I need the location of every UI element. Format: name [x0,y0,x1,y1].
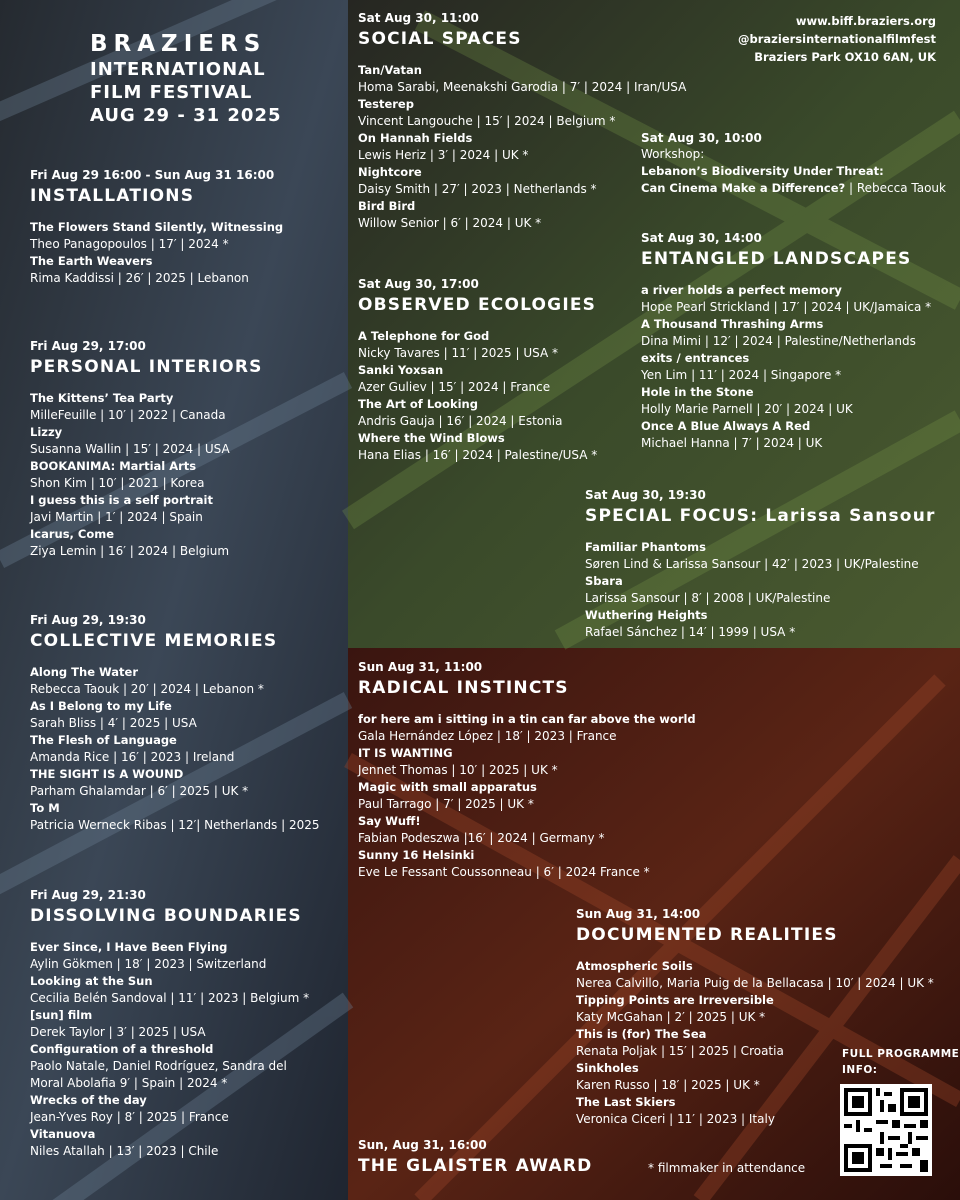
section-title: COLLECTIVE MEMORIES [30,631,278,651]
film-title: The Last Skiers [576,1095,676,1109]
film-info: Daisy Smith | 27′ | 2023 | Netherlands * [358,182,597,196]
film-info: Azer Guliev | 15′ | 2024 | France [358,380,551,394]
section-time: Fri Aug 29, 21:30 [30,888,146,902]
film-title: The Flowers Stand Silently, Witnessing [30,220,284,234]
film-info: Jean-Yves Roy | 8′ | 2025 | France [30,1110,229,1124]
section-time: Fri Aug 29, 19:30 [30,613,146,627]
film-info: Niles Atallah | 13′ | 2023 | Chile [30,1144,219,1158]
qr-label-line-2: INFO: [842,1064,878,1076]
qr-label-line-1: FULL PROGRAMME [842,1048,960,1060]
section-time: Sat Aug 30, 11:00 [358,11,479,25]
film-title: Atmospheric Soils [576,959,693,973]
film-title: BOOKANIMA: Martial Arts [30,459,197,473]
section-collective-memories [30,612,320,834]
address: Braziers Park OX10 6AN, UK [754,50,936,64]
film-info: Dina Mimi | 12′ | 2024 | Palestine/Netherlands [641,334,916,348]
film-title: Once A Blue Always A Red [641,419,811,433]
film-title: Sanki Yoxsan [358,363,444,377]
film-info: Paolo Natale, Daniel Rodríguez, Sandra del Moral Abolafia 9′ | Spain | 2024 * [30,1059,287,1090]
film-info: Gala Hernández López | 18′ | 2023 | France [358,729,617,743]
film-title: IT IS WANTING [358,746,453,760]
film-title: Tan/Vatan [358,63,422,77]
film-info: Aylin Gökmen | 18′ | 2023 | Switzerland [30,957,267,971]
qr-code[interactable] [840,1084,932,1176]
film-title: Bird Bird [358,199,416,213]
film-info: Yen Lim | 11′ | 2024 | Singapore * [641,368,842,382]
film-title: Icarus, Come [30,527,115,541]
section-time: Sat Aug 30, 19:30 [585,488,706,502]
film-title: Testerep [358,97,414,111]
film-title: Hole in the Stone [641,385,754,399]
section-entangled-landscapes [641,230,931,452]
film-info: MilleFeuille | 10′ | 2022 | Canada [30,408,226,422]
film-info: Homa Sarabi, Meenakshi Garodia | 7′ | 2024 | Iran/USA [358,80,687,94]
film-info: Hana Elias | 16′ | 2024 | Palestine/USA * [358,448,598,462]
section-title: THE GLAISTER AWARD [358,1156,593,1176]
film-info: Larissa Sansour | 8′ | 2008 | UK/Palestine [585,591,831,605]
film-info: Karen Russo | 18′ | 2025 | UK * [576,1078,760,1092]
film-info: Patricia Werneck Ribas | 12′| Netherlands | 2025 [30,818,320,832]
contact-info [738,12,936,66]
section-time: Sat Aug 30, 17:00 [358,277,479,291]
film-title: THE SIGHT IS A WOUND [30,767,184,781]
section-title: PERSONAL INTERIORS [30,357,263,377]
film-title: I guess this is a self portrait [30,493,213,507]
section-workshop [641,130,946,197]
workshop-title-line-2: Can Cinema Make a Difference? [641,181,846,195]
film-info: Michael Hanna | 7′ | 2024 | UK [641,436,823,450]
film-title: Looking at the Sun [30,974,153,988]
film-info: Katy McGahan | 2′ | 2025 | UK * [576,1010,766,1024]
film-info: Hope Pearl Strickland | 17′ | 2024 | UK/Jamaica * [641,300,932,314]
section-title: DISSOLVING BOUNDARIES [30,906,302,926]
header-line-3: FILM FESTIVAL [90,82,253,103]
section-time: Sun Aug 31, 11:00 [358,660,483,674]
film-info: Shon Kim | 10′ | 2021 | Korea [30,476,205,490]
film-info: Rafael Sánchez | 14′ | 1999 | USA * [585,625,796,639]
film-title: Ever Since, I Have Been Flying [30,940,228,954]
section-time: Sat Aug 30, 14:00 [641,231,762,245]
film-title: a river holds a perfect memory [641,283,842,297]
film-title: This is (for) The Sea [576,1027,707,1041]
film-info: Andris Gauja | 16′ | 2024 | Estonia [358,414,563,428]
film-title: On Hannah Fields [358,131,473,145]
section-title: ENTANGLED LANDSCAPES [641,249,912,269]
film-info: Rima Kaddissi | 26⁠′ | 2025 | Lebanon [30,271,249,285]
film-title: The Flesh of Language [30,733,177,747]
film-info: Susanna Wallin | 15′ | 2024 | USA [30,442,230,456]
film-info: Søren Lind & Larissa Sansour | 42′ | 2023 | UK/Palestine [585,557,919,571]
film-title: for here am i sitting in a tin can far above the world [358,712,696,726]
section-time: Fri Aug 29 16:00 - Sun Aug 31 16:00 [30,168,275,182]
workshop-title-line-1: Lebanon’s Biodiversity Under Threat: [641,164,884,178]
film-info: Jennet Thomas | 10′ | 2025 | UK * [358,763,558,777]
film-title: Magic with small apparatus [358,780,537,794]
film-title: Sbara [585,574,623,588]
festival-header [90,30,282,127]
film-info: Rebecca Taouk | 20′ | 2024 | Lebanon * [30,682,264,696]
website-link[interactable]: www.biff.braziers.org [795,14,936,28]
film-title: A Telephone for God [358,329,490,343]
section-time: Sun, Aug 31, 16:00 [358,1138,487,1152]
film-info: Amanda Rice | 16′ | 2023 | Ireland [30,750,235,764]
film-title: Where the Wind Blows [358,431,505,445]
film-title: Familiar Phantoms [585,540,706,554]
film-info: Vincent Langouche | 15′ | 2024 | Belgium * [358,114,616,128]
film-info: Willow Senior | 6′ | 2024 | UK * [358,216,542,230]
film-title: Lizzy [30,425,63,439]
header-line-2: INTERNATIONAL [90,59,266,80]
section-time: Sat Aug 30, 10:00 [641,131,762,145]
section-title: DOCUMENTED REALITIES [576,925,838,945]
film-title: The Kittens’ Tea Party [30,391,174,405]
film-info: Veronica Ciceri | 11′ | 2023 | Italy [576,1112,775,1126]
film-info: Theo Panagopoulos | 17′ | 2024 * [30,237,229,251]
workshop-speaker: | Rebecca Taouk [845,181,946,195]
section-title: OBSERVED ECOLOGIES [358,295,597,315]
film-info: Javi Martin | 1′ | 2024 | Spain [30,510,203,524]
film-title: Configuration of a threshold [30,1042,214,1056]
film-title: Along The Water [30,665,139,679]
section-dissolving-boundaries [30,887,309,1160]
film-info: Cecilia Belén Sandoval | 11′ | 2023 | Belgium * [30,991,310,1005]
film-info: Derek Taylor | 3′ | 2025 | USA [30,1025,206,1039]
film-info: Nerea Calvillo, Maria Puig de la Bellacasa | 10′ | 2024 | UK * [576,976,934,990]
workshop-label: Workshop: [641,147,705,161]
footnote: * filmmaker in attendance [648,1161,806,1175]
section-title: SPECIAL FOCUS: Larissa Sansour [585,506,936,526]
social-handle[interactable]: @braziersinternationalfilmfest [738,32,936,46]
film-title: To M [30,801,60,815]
film-info: Parham Ghalamdar | 6′ | 2025 | UK * [30,784,249,798]
film-title: exits / entrances [641,351,750,365]
film-title: As I Belong to my Life [30,699,172,713]
film-title: The Earth Weavers [30,254,153,268]
section-installations [30,167,283,287]
film-title: Sunny 16 Helsinki [358,848,475,862]
section-social-spaces [358,10,686,232]
film-info: Holly Marie Parnell | 20′ | 2024 | UK [641,402,853,416]
section-personal-interiors [30,338,263,560]
film-info: Fabian Podeszwa |16′ | 2024 | Germany * [358,831,605,845]
film-title: Wuthering Heights [585,608,708,622]
section-glaister-award [358,1137,592,1189]
film-info: Lewis Heriz | 3′ | 2024 | UK * [358,148,529,162]
film-title: Tipping Points are Irreversible [576,993,774,1007]
film-info: Paul Tarrago | 7′ | 2025 | UK * [358,797,534,811]
film-title: Nightcore [358,165,422,179]
film-title: Vitanuova [30,1127,96,1141]
film-title: Sinkholes [576,1061,639,1075]
film-info: Ziya Lemin | 16′ | 2024 | Belgium [30,544,230,558]
section-time: Fri Aug 29, 17:00 [30,339,146,353]
header-line-4: AUG 29 - 31 2025 [90,105,282,126]
header-line-1: BRAZIERS [90,31,267,57]
film-title: A Thousand Thrashing Arms [641,317,824,331]
film-info: Sarah Bliss | 4′ | 2025 | USA [30,716,197,730]
film-info: Renata Poljak | 15′ | 2025 | Croatia [576,1044,784,1058]
section-title: SOCIAL SPACES [358,29,522,49]
section-special-focus [585,487,936,641]
film-title: [sun] film [30,1008,93,1022]
section-radical-instincts [358,659,696,881]
film-info: Nicky Tavares | 11′ | 2025 | USA * [358,346,558,360]
qr-label [842,1046,959,1078]
film-title: Wrecks of the day [30,1093,147,1107]
section-observed-ecologies [358,276,597,464]
section-title: INSTALLATIONS [30,186,195,206]
section-title: RADICAL INSTINCTS [358,678,569,698]
section-time: Sun Aug 31, 14:00 [576,907,701,921]
qr-code-icon [840,1084,932,1176]
film-info: Eve Le Fessant Coussonneau | 6′ | 2024 France * [358,865,650,879]
film-title: The Art of Looking [358,397,478,411]
film-title: Say Wuff! [358,814,421,828]
